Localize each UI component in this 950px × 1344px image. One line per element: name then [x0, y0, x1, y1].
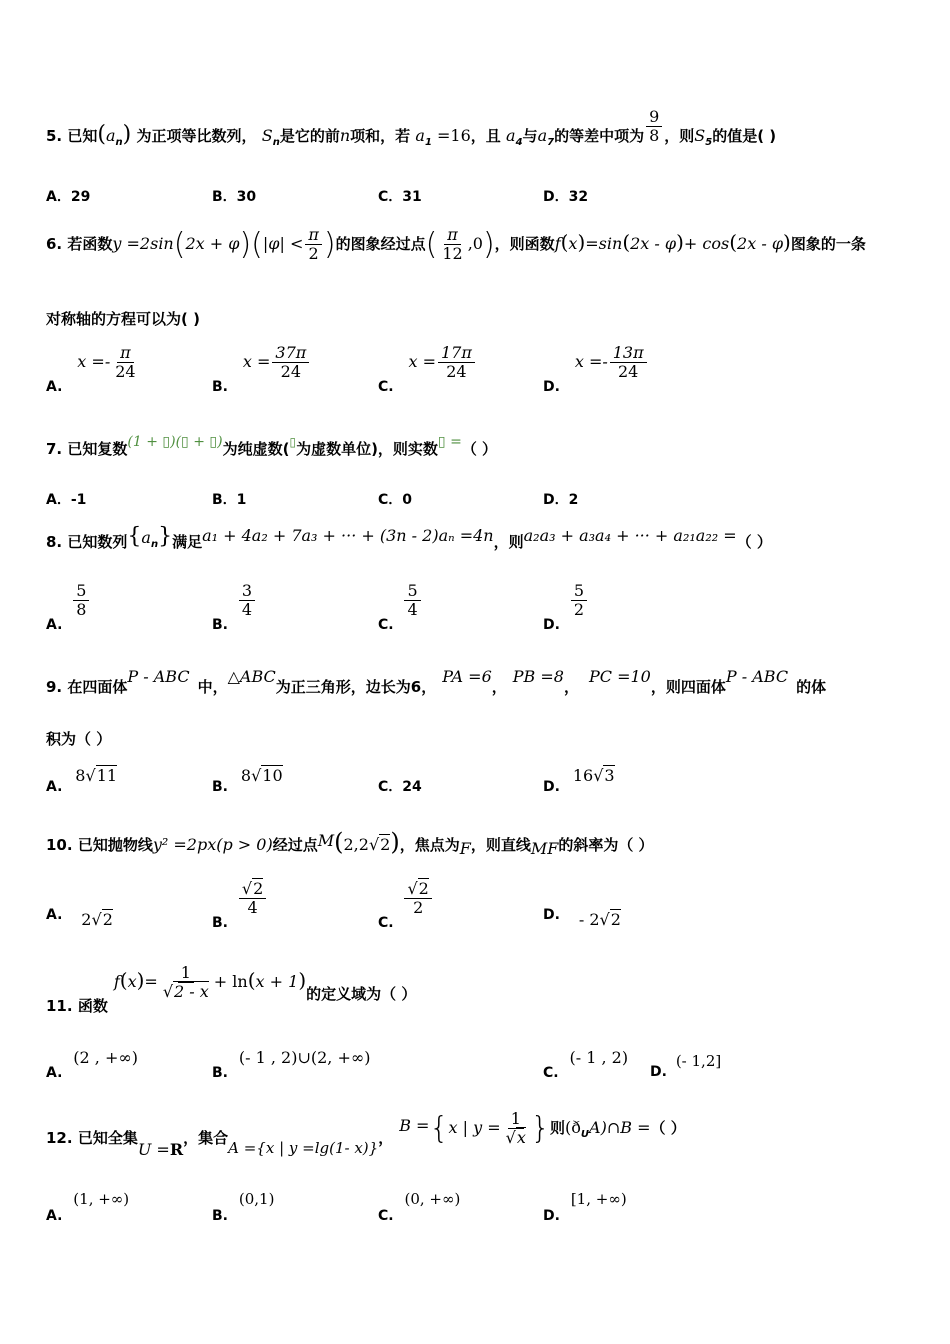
q7-missing-glyph-icon: ▯: [289, 435, 297, 449]
q12-text-3: ，: [378, 1129, 394, 1147]
sqrt-icon: √: [599, 910, 610, 929]
q10-math-mf: MF: [530, 839, 559, 858]
sqrt-icon: √: [505, 1128, 516, 1147]
q6b-fraction: $\frac{37\pi}{24}$: [272, 344, 309, 381]
q10-text-2: 经过点: [272, 836, 318, 854]
q6-number: 6.: [46, 235, 63, 253]
question-8-stem: 8. 已知数列$\{a_n\}$满足a₁ + 4a₂ + 7a₃ + ··· + (3n - 2)aₙ =4n，则a₂a₃ + a₃a₄ + ··· + a₂₁a₂₂ =（ ）: [46, 524, 772, 551]
q8-text-3: ，则: [493, 533, 524, 551]
q9-text-2: 中，: [197, 678, 228, 696]
question-12-stem: 12. 已知全集U =R，集合A ={x | y =lg(1- x)}，B ={x | y = $\frac{1}{√x}$ }则$(ð_UA)\cap B$ =（ ）: [46, 1109, 686, 1159]
q6c-fraction: $\frac{17\pi}{24}$: [438, 344, 475, 381]
q9-math-triangle: △ABC: [227, 667, 276, 686]
q12-text-4: 则: [550, 1119, 566, 1137]
q9-number: 9.: [46, 678, 63, 696]
q5-math-a1: a: [415, 126, 425, 145]
q12-option-c[interactable]: C. (0, +∞): [378, 1190, 461, 1224]
q10-option-b[interactable]: B. $\frac{√2}{4}$: [212, 880, 268, 917]
q12-text-2: ，集合: [183, 1129, 229, 1147]
q10b-fraction: $\frac{√2}{4}$: [239, 880, 266, 917]
q7-text-3: 为虚数单位)，则实数: [296, 440, 438, 458]
q7-math-a: ▯ =: [437, 434, 462, 450]
q5-text-1: 已知: [67, 127, 98, 145]
q12-math-a: A ={x | y =lg(1- x)}: [228, 1139, 379, 1157]
q10-math-m: M: [317, 831, 335, 850]
sqrt-icon: √: [368, 835, 380, 854]
q12-option-b[interactable]: B. (0,1): [212, 1190, 275, 1224]
q5-math-a7: a: [537, 126, 548, 145]
q6-pi-over-12: $\frac{\pi}{12}$: [442, 225, 463, 263]
q5-text-9: 的值是( ): [712, 127, 777, 145]
q9-option-c[interactable]: C．24: [378, 779, 422, 795]
q10c-fraction: $\frac{√2}{2}$: [404, 880, 431, 917]
q6-option-d[interactable]: D. x =- $\frac{13\pi}{24}$: [543, 344, 649, 381]
q9-math-tetra-2: P - ABC: [725, 667, 789, 686]
q10-option-a[interactable]: A. 2√2: [46, 907, 113, 929]
q7-text-4: （ ）: [461, 440, 498, 458]
q7-number: 7.: [46, 440, 63, 458]
q10-text-3: ，焦点为: [399, 836, 460, 854]
sqrt-icon: √: [241, 879, 253, 898]
q7-missing-glyph-icon: ▯: [437, 434, 446, 450]
q6-text-2: 的图象经过点: [335, 235, 426, 253]
q7-missing-glyph-icon: ▯: [181, 434, 189, 450]
q12-option-a[interactable]: A. (1, +∞): [46, 1190, 130, 1224]
q10-option-d[interactable]: D. - 2√2: [543, 907, 621, 929]
q5-text-4: 项和，若: [350, 127, 411, 145]
q8-text-1: 已知数列: [67, 533, 128, 551]
q5-math-a4: a: [506, 126, 516, 145]
q8-number: 8.: [46, 533, 63, 551]
q9-option-a[interactable]: A. 8√11: [46, 766, 118, 795]
q8-option-a[interactable]: A. $\frac{5}{8}$: [46, 582, 91, 619]
q12-number: 12.: [46, 1129, 73, 1147]
q5-math-sn: S: [261, 126, 273, 145]
q9-math-tetra: P - ABC: [127, 667, 190, 686]
q8d-fraction: $\frac{5}{2}$: [571, 582, 587, 619]
q6-text-1: 若函数: [67, 235, 113, 253]
question-5-stem: 5. 已知$(a_n)$ 为正项等比数列， $S_n$是它的前n项和，若 $a_1 =16$，且 $a_4$与$a_7$的等差中项为 $\frac{9}{8}$ ，则$S_5$的值是( ): [46, 107, 777, 148]
q11-text-2: 的定义域为（ ）: [306, 985, 417, 1003]
q8-math-an: a: [141, 528, 151, 547]
q9-math-pa: PA =6: [442, 667, 492, 686]
q11-fraction: $\frac{1}{√2 - x}$: [162, 963, 209, 1001]
q11-text-1: 函数: [77, 997, 108, 1015]
question-9-stem: 9. 在四面体P - ABC中，△ABC为正三角形，边长为6，PA =6，PB =8，PC =10，则四面体P - ABC的体: [46, 667, 827, 696]
q12-math-b: B =: [399, 1116, 430, 1135]
q9-math-pb: PB =8: [512, 667, 564, 686]
q5-text-5: ，且: [470, 127, 501, 145]
q5-math-n: n: [339, 126, 351, 145]
q7-option-c[interactable]: C．0: [378, 492, 413, 508]
q5-text-7: 的等差中项为: [554, 127, 645, 145]
q8-math-sum: a₂a₃ + a₃a₄ + ··· + a₂₁a₂₂ =: [523, 526, 737, 545]
q9-text-3: 为正三角形，边长为6，: [275, 678, 437, 696]
q12-text-1: 已知全集: [77, 1129, 138, 1147]
q10-text-1: 已知抛物线: [77, 836, 153, 854]
q6-option-c[interactable]: C. x = $\frac{17\pi}{24}$: [378, 344, 477, 381]
q8-option-d[interactable]: D. $\frac{5}{2}$: [543, 582, 589, 619]
q11-option-b[interactable]: B. (- 1 , 2)∪(2, +∞): [212, 1048, 371, 1081]
q7-option-d[interactable]: D．2: [543, 492, 579, 508]
q12-math-u: U =: [137, 1140, 170, 1159]
q6d-fraction: $\frac{13\pi}{24}$: [610, 344, 647, 381]
q6-option-b[interactable]: B. x = $\frac{37\pi}{24}$: [212, 344, 311, 381]
sqrt-icon: √: [162, 982, 174, 1001]
q12-option-d[interactable]: D. [1, +∞): [543, 1190, 627, 1224]
q9-text-6: ，则四面体: [650, 678, 726, 696]
sqrt-icon: √: [593, 766, 604, 785]
q11-option-c[interactable]: C. (- 1 , 2): [543, 1048, 629, 1081]
q5-text-3: 是它的前: [279, 127, 340, 145]
q7-text-2: 为纯虚数(: [222, 440, 290, 458]
q10-number: 10.: [46, 836, 73, 854]
q5-option-d[interactable]: D．32: [543, 189, 589, 205]
q9-option-b[interactable]: B. 8√10: [212, 766, 283, 795]
q8a-fraction: $\frac{5}{8}$: [73, 582, 89, 619]
q12-math-complement: (ð: [565, 1118, 581, 1137]
q10-option-c[interactable]: C. $\frac{√2}{2}$: [378, 880, 434, 917]
q9-option-d[interactable]: D. 16√3: [543, 766, 615, 795]
q9-text-7: 的体: [796, 678, 827, 696]
q6-pi-over-2: $\frac{\pi}{2}$: [305, 226, 322, 263]
q5-math-s5: S: [694, 126, 706, 145]
question-11-stem: 11. 函数f(x)= $\frac{1}{√2 - x}$ + ln(x + 1)的定义域为（ ）: [46, 963, 417, 1015]
q5-text-2: 为正项等比数列，: [136, 127, 257, 145]
q5-option-a[interactable]: A．29: [46, 189, 91, 205]
q5-math-an: a: [105, 126, 116, 145]
q7-missing-glyph-icon: ▯: [209, 434, 218, 450]
sqrt-icon: √: [91, 910, 102, 929]
q7-math-expr: (1 + ▯)(▯ + ▯): [127, 434, 223, 450]
q5-number: 5.: [46, 127, 63, 145]
question-6-line2: 对称轴的方程可以为( ): [46, 310, 200, 328]
q7-option-a[interactable]: A．-1: [46, 492, 87, 508]
q10-text-5: 的斜率为（ ）: [558, 836, 654, 854]
q8b-fraction: $\frac{3}{4}$: [239, 582, 255, 619]
q6-math-f: f: [554, 234, 561, 253]
q10-text-4: ，则直线: [470, 836, 531, 854]
q6a-fraction: $\frac{\pi}{24}$: [115, 343, 136, 381]
q8c-fraction: $\frac{5}{4}$: [404, 582, 420, 619]
question-7-stem: [46, 434, 498, 459]
q10-math-parabola: y² =2px(p > 0): [152, 835, 273, 854]
q5-fraction: $\frac{9}{8}$: [646, 108, 662, 145]
q6-text-4: 图象的一条: [790, 235, 866, 253]
q7-missing-glyph-icon: ▯: [162, 434, 171, 450]
q12-fraction: $\frac{1}{√x}$: [505, 1109, 526, 1147]
q8-option-b[interactable]: B. $\frac{3}{4}$: [212, 582, 257, 619]
sqrt-icon: √: [85, 766, 96, 785]
q7-text-1: 已知复数: [67, 440, 128, 458]
q9-text-1: 在四面体: [67, 678, 128, 696]
q5-option-b[interactable]: B．30: [212, 189, 257, 205]
question-6-stem: 6. 若函数y =2sin(2x + φ)(|φ| < $\frac{\pi}{2}$ )的图象经过点( $\frac{\pi}{12}$ ,0)，则函数f(x)=sin(2x - φ)+ cos(2x - φ)图象的一条: [46, 225, 866, 263]
q8-option-c[interactable]: C. $\frac{5}{4}$: [378, 582, 423, 619]
q8-math-recurrence: a₁ + 4a₂ + 7a₃ + ··· + (3n - 2)aₙ =4n: [202, 526, 494, 545]
q5-text-8: ，则: [664, 127, 695, 145]
q10-math-f: F: [459, 839, 471, 858]
q6-text-3: ，则函数: [494, 235, 555, 253]
q5-option-c[interactable]: C．31: [378, 189, 422, 205]
q8-text-4: （ ）: [736, 533, 772, 551]
q5-text-6: 与: [522, 127, 538, 145]
sqrt-icon: √: [407, 879, 418, 898]
question-10-stem: 10. 已知抛物线y² =2px(p > 0)经过点M(2,2√2)，焦点为F，则直线MF的斜率为（ ）: [46, 828, 654, 858]
q11-option-d[interactable]: D. (- 1,2]: [650, 1052, 722, 1080]
q9-math-pc: PC =10: [588, 667, 651, 686]
question-9-line2: 积为（ ）: [46, 730, 112, 748]
q11-number: 11.: [46, 997, 73, 1015]
q12-text-5: （ ）: [650, 1119, 686, 1137]
q6-math-y: y =2sin: [112, 234, 174, 253]
q6-option-a[interactable]: A. x =- $\frac{\pi}{24}$: [46, 344, 141, 381]
sqrt-icon: √: [251, 766, 262, 785]
q7-option-b[interactable]: B．1: [212, 492, 247, 508]
q11-option-a[interactable]: A. (2 , +∞): [46, 1048, 138, 1081]
q11-math-f: f: [113, 972, 120, 991]
q8-text-2: 满足: [172, 533, 203, 551]
